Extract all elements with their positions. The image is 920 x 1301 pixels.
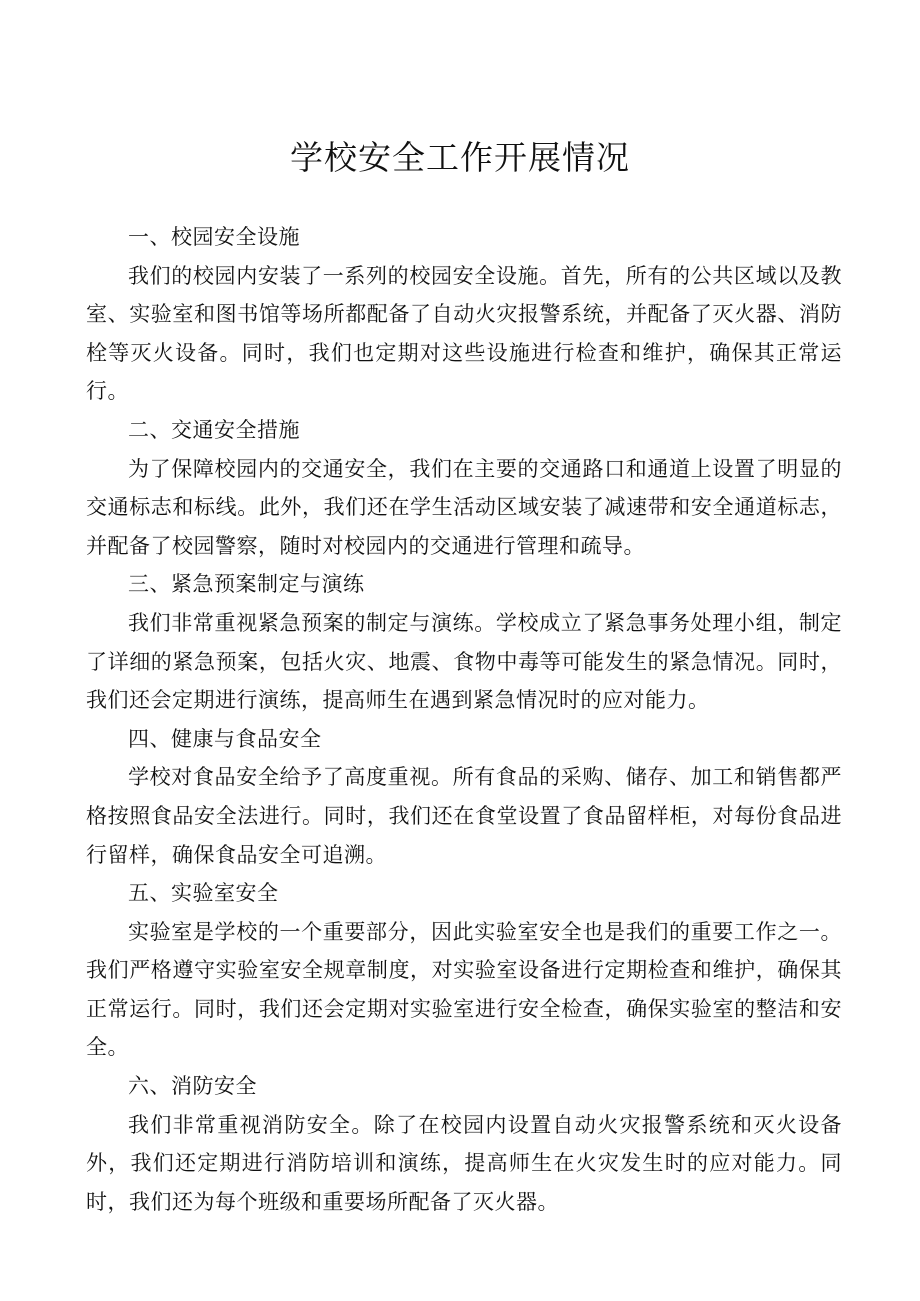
document-body bbox=[86, 218, 842, 1221]
section-text-food-safety: 学校对食品安全给予了高度重视。所有食品的采购、储存、加工和销售都严格按照食品安全法进行。同时，我们还在食堂设置了食品留样柜，对每份食品进行留样，确保食品安全可追溯。 bbox=[86, 765, 842, 867]
section-text-fire-safety: 我们非常重视消防安全。除了在校园内设置自动火灾报警系统和灭火设备外，我们还定期进行消防培训和演练，提高师生在火灾发生时的应对能力。同时，我们还为每个班级和重要场所配备了灭火器。 bbox=[86, 1112, 842, 1214]
section-text-facilities: 我们的校园内安装了一系列的校园安全设施。首先，所有的公共区域以及教室、实验室和图书馆等场所都配备了自动火灾报警系统，并配备了灭火器、消防栓等灭火设备。同时，我们也定期对这些设施进行检查和维护，确保其正常运行。 bbox=[86, 263, 842, 404]
document-title: 学校安全工作开展情况 bbox=[290, 138, 630, 177]
section-text-emergency: 我们非常重视紧急预案的制定与演练。学校成立了紧急事务处理小组，制定了详细的紧急预案，包括火灾、地震、食物中毒等可能发生的紧急情况。同时，我们还会定期进行演练，提高师生在遇到紧急情况时的应对能力。 bbox=[86, 610, 842, 713]
section-text-lab-safety: 实验室是学校的一个重要部分，因此实验室安全也是我们的重要工作之一。我们严格遵守实验室安全规章制度，对实验室设备进行定期检查和维护，确保其正常运行。同时，我们还会定期对实验室进行安全检查，确保实验室的整洁和安全。 bbox=[86, 919, 842, 1060]
section-heading-fire-safety: 六、消防安全 bbox=[128, 1074, 257, 1099]
section-text-traffic: 为了保障校园内的交通安全，我们在主要的交通路口和通道上设置了明显的交通标志和标线。此外，我们还在学生活动区域安装了减速带和安全通道标志，并配备了校园警察，随时对校园内的交通进行管理和疏导。 bbox=[86, 456, 842, 558]
section-heading-traffic: 二、交通安全措施 bbox=[128, 417, 300, 442]
section-heading-lab-safety: 五、实验室安全 bbox=[128, 881, 279, 906]
section-heading-facilities: 一、校园安全设施 bbox=[128, 225, 300, 249]
section-heading-emergency: 三、紧急预案制定与演练 bbox=[128, 572, 365, 597]
section-heading-food-safety: 四、健康与食品安全 bbox=[128, 726, 322, 751]
